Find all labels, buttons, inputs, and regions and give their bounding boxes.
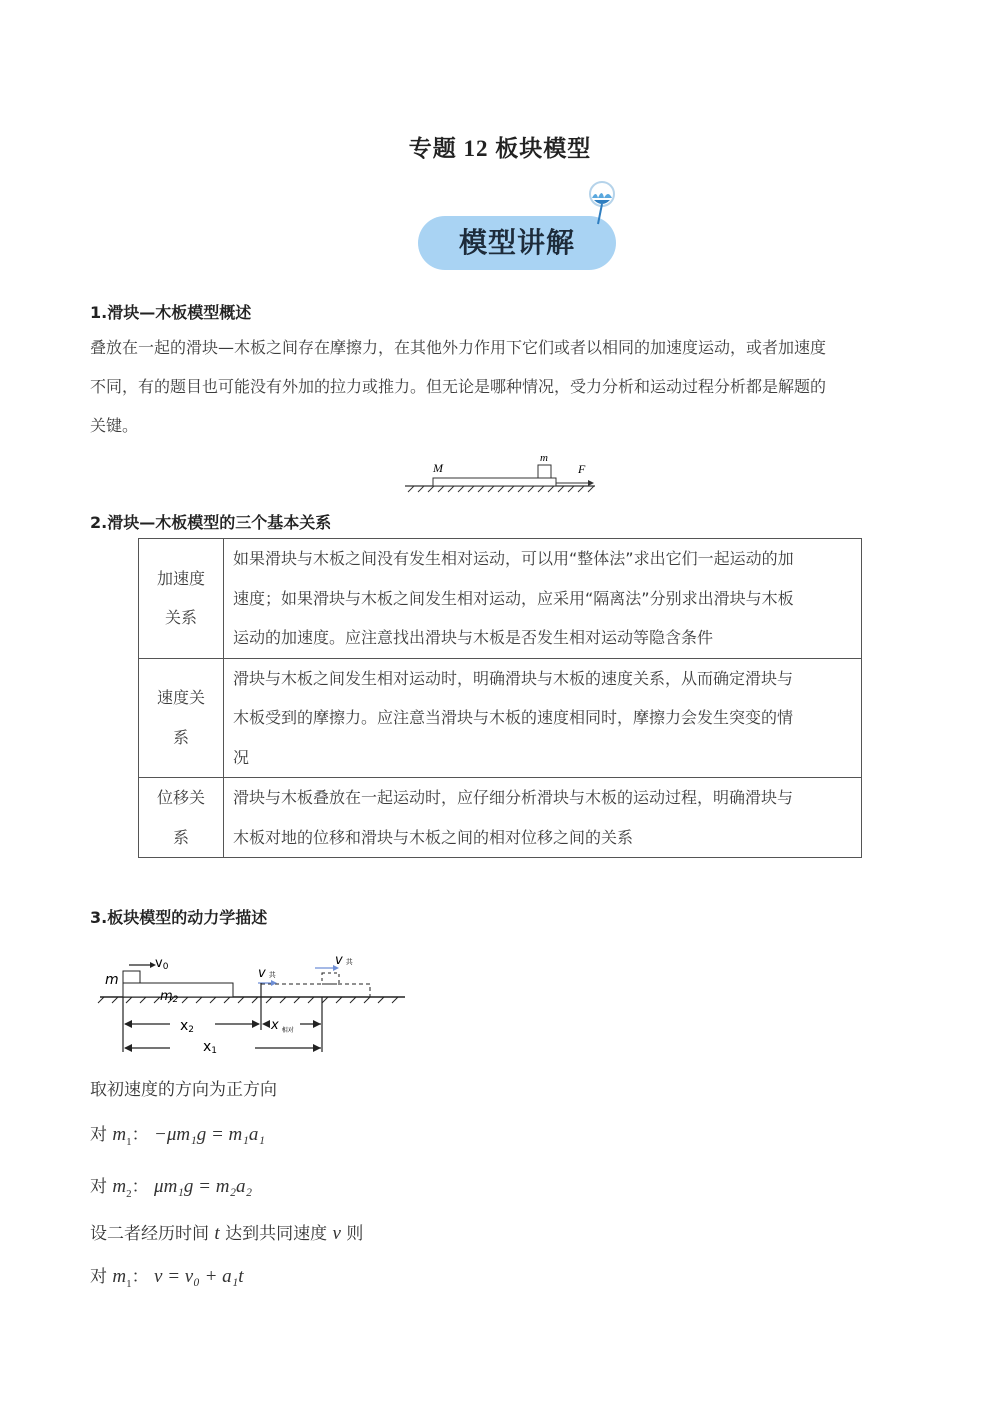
section1-paragraph bbox=[90, 328, 826, 445]
eq-colon: ： bbox=[131, 1267, 149, 1287]
eq-body: −μm₁g = m₁a₁ bbox=[154, 1124, 265, 1145]
eq-prefix: 对 bbox=[90, 1267, 107, 1287]
eq-colon: ： bbox=[131, 1177, 149, 1197]
key-line: 加速度 bbox=[156, 568, 205, 588]
table-row bbox=[139, 658, 862, 778]
value-line: 运动的加速度。应注意找出滑块与木板是否发生相对运动等隐含条件 bbox=[233, 628, 714, 647]
ground-hatching bbox=[98, 997, 398, 1003]
x1-arrowhead-right bbox=[313, 1044, 321, 1052]
value-line: 滑块与木板叠放在一起运动时，应仔细分析滑块与木板的运动过程，明确滑块与 bbox=[233, 788, 794, 807]
row-value bbox=[224, 658, 862, 778]
x2-arrowhead-left bbox=[124, 1020, 132, 1028]
equation-m1-velocity bbox=[90, 1262, 244, 1290]
row-key bbox=[139, 539, 224, 659]
text-part: 则 bbox=[346, 1224, 364, 1244]
label-x2: x2 bbox=[180, 1018, 195, 1035]
key-line: 关系 bbox=[164, 608, 197, 628]
key-line: 速度关 bbox=[156, 688, 205, 708]
page-title: 专题 12 板块模型 bbox=[408, 136, 592, 161]
eq-var: $m_1$ bbox=[112, 1124, 132, 1148]
x1-arrowhead-left bbox=[124, 1044, 132, 1052]
paragraph-line: 关键。 bbox=[90, 416, 139, 435]
label-m: m bbox=[105, 972, 119, 988]
value-line: 木板受到的摩擦力。应注意当滑块与木板的速度相同时，摩擦力会发生突变的情 bbox=[233, 708, 794, 727]
label-F: F bbox=[578, 462, 586, 476]
eq-prefix: 对 bbox=[90, 1125, 107, 1145]
row-value bbox=[224, 778, 862, 858]
section1-heading: 1.滑块—木板模型概述 bbox=[90, 303, 252, 322]
var-t: t bbox=[214, 1223, 220, 1244]
paragraph-line: 不同，有的题目也可能没有外加的拉力或推力。但无论是哪种情况，受力分析和运动过程分析都是解题的 bbox=[90, 377, 827, 396]
vgong-arrowhead bbox=[271, 980, 277, 986]
board-M bbox=[433, 478, 556, 486]
row-key bbox=[139, 778, 224, 858]
eq-colon: ： bbox=[131, 1125, 149, 1145]
x2-arrowhead-right bbox=[252, 1020, 260, 1028]
label-m2: m2 bbox=[160, 989, 179, 1005]
row-value bbox=[224, 539, 862, 659]
paragraph-line: 叠放在一起的滑块—木板之间存在摩擦力，在其他外力作用下它们或者以相同的加速度运动，或者加速度 bbox=[90, 338, 827, 357]
eq-prefix: 对 bbox=[90, 1177, 107, 1197]
value-line: 如果滑块与木板之间没有发生相对运动，可以用“整体法”求出它们一起运动的加 bbox=[233, 549, 794, 568]
eq-body: v = v₀ + a₁t bbox=[154, 1266, 244, 1287]
intro-line: 取初速度的方向为正方向 bbox=[90, 1080, 277, 1100]
block-m bbox=[123, 971, 140, 983]
equation-m2 bbox=[90, 1172, 252, 1200]
value-line: 木板对地的位移和滑块与木板之间的相对位移之间的关系 bbox=[233, 827, 634, 847]
label-xrel: x $_{相对}$ bbox=[271, 1018, 294, 1034]
label-M: M bbox=[433, 461, 443, 475]
table-row bbox=[139, 539, 862, 659]
xrel-arrowhead-right bbox=[313, 1020, 321, 1028]
label-vgong: v共 bbox=[258, 966, 276, 981]
key-line: 系 bbox=[172, 727, 189, 747]
section-badge-label: 模型讲解 bbox=[458, 226, 575, 259]
eq-var: $m_1$ bbox=[112, 1266, 132, 1290]
label-vgong-2: v共 bbox=[335, 953, 353, 968]
relations-table bbox=[138, 538, 862, 858]
dynamics-figure bbox=[95, 950, 415, 1060]
xrel-arrowhead-left bbox=[262, 1020, 270, 1028]
dandelion-icon bbox=[582, 178, 622, 228]
label-x1: x1 bbox=[203, 1039, 218, 1056]
row-key bbox=[139, 658, 224, 778]
board-m2-final bbox=[261, 984, 370, 997]
ground-hatching bbox=[408, 486, 594, 492]
equation-m1 bbox=[90, 1120, 265, 1148]
section2-heading: 2.滑块—木板模型的三个基本关系 bbox=[90, 513, 332, 532]
var-v: v bbox=[332, 1223, 341, 1244]
text-part: 设二者经历时间 bbox=[90, 1224, 209, 1244]
table-row bbox=[139, 778, 862, 858]
time-line bbox=[90, 1219, 363, 1245]
board-block-figure bbox=[400, 448, 600, 493]
label-m: m bbox=[540, 452, 548, 464]
value-line: 速度；如果滑块与木板之间发生相对运动，应采用“隔离法”分别求出滑块与木板 bbox=[233, 588, 794, 608]
eq-body: μm₁g = m₂a₂ bbox=[154, 1176, 253, 1197]
section3-heading: 3.板块模型的动力学描述 bbox=[90, 908, 268, 927]
value-line: 况 bbox=[233, 747, 250, 767]
eq-var: $m_2$ bbox=[112, 1176, 132, 1200]
key-line: 位移关 bbox=[156, 788, 205, 807]
text-part: 达到共同速度 bbox=[225, 1224, 328, 1244]
value-line: 滑块与木板之间发生相对运动时，明确滑块与木板的速度关系，从而确定滑块与 bbox=[233, 668, 794, 688]
block-m-final bbox=[322, 973, 339, 984]
label-v0: v0 bbox=[155, 956, 169, 972]
key-line: 系 bbox=[172, 827, 189, 847]
force-arrowhead bbox=[588, 480, 594, 486]
block-m bbox=[538, 465, 551, 478]
